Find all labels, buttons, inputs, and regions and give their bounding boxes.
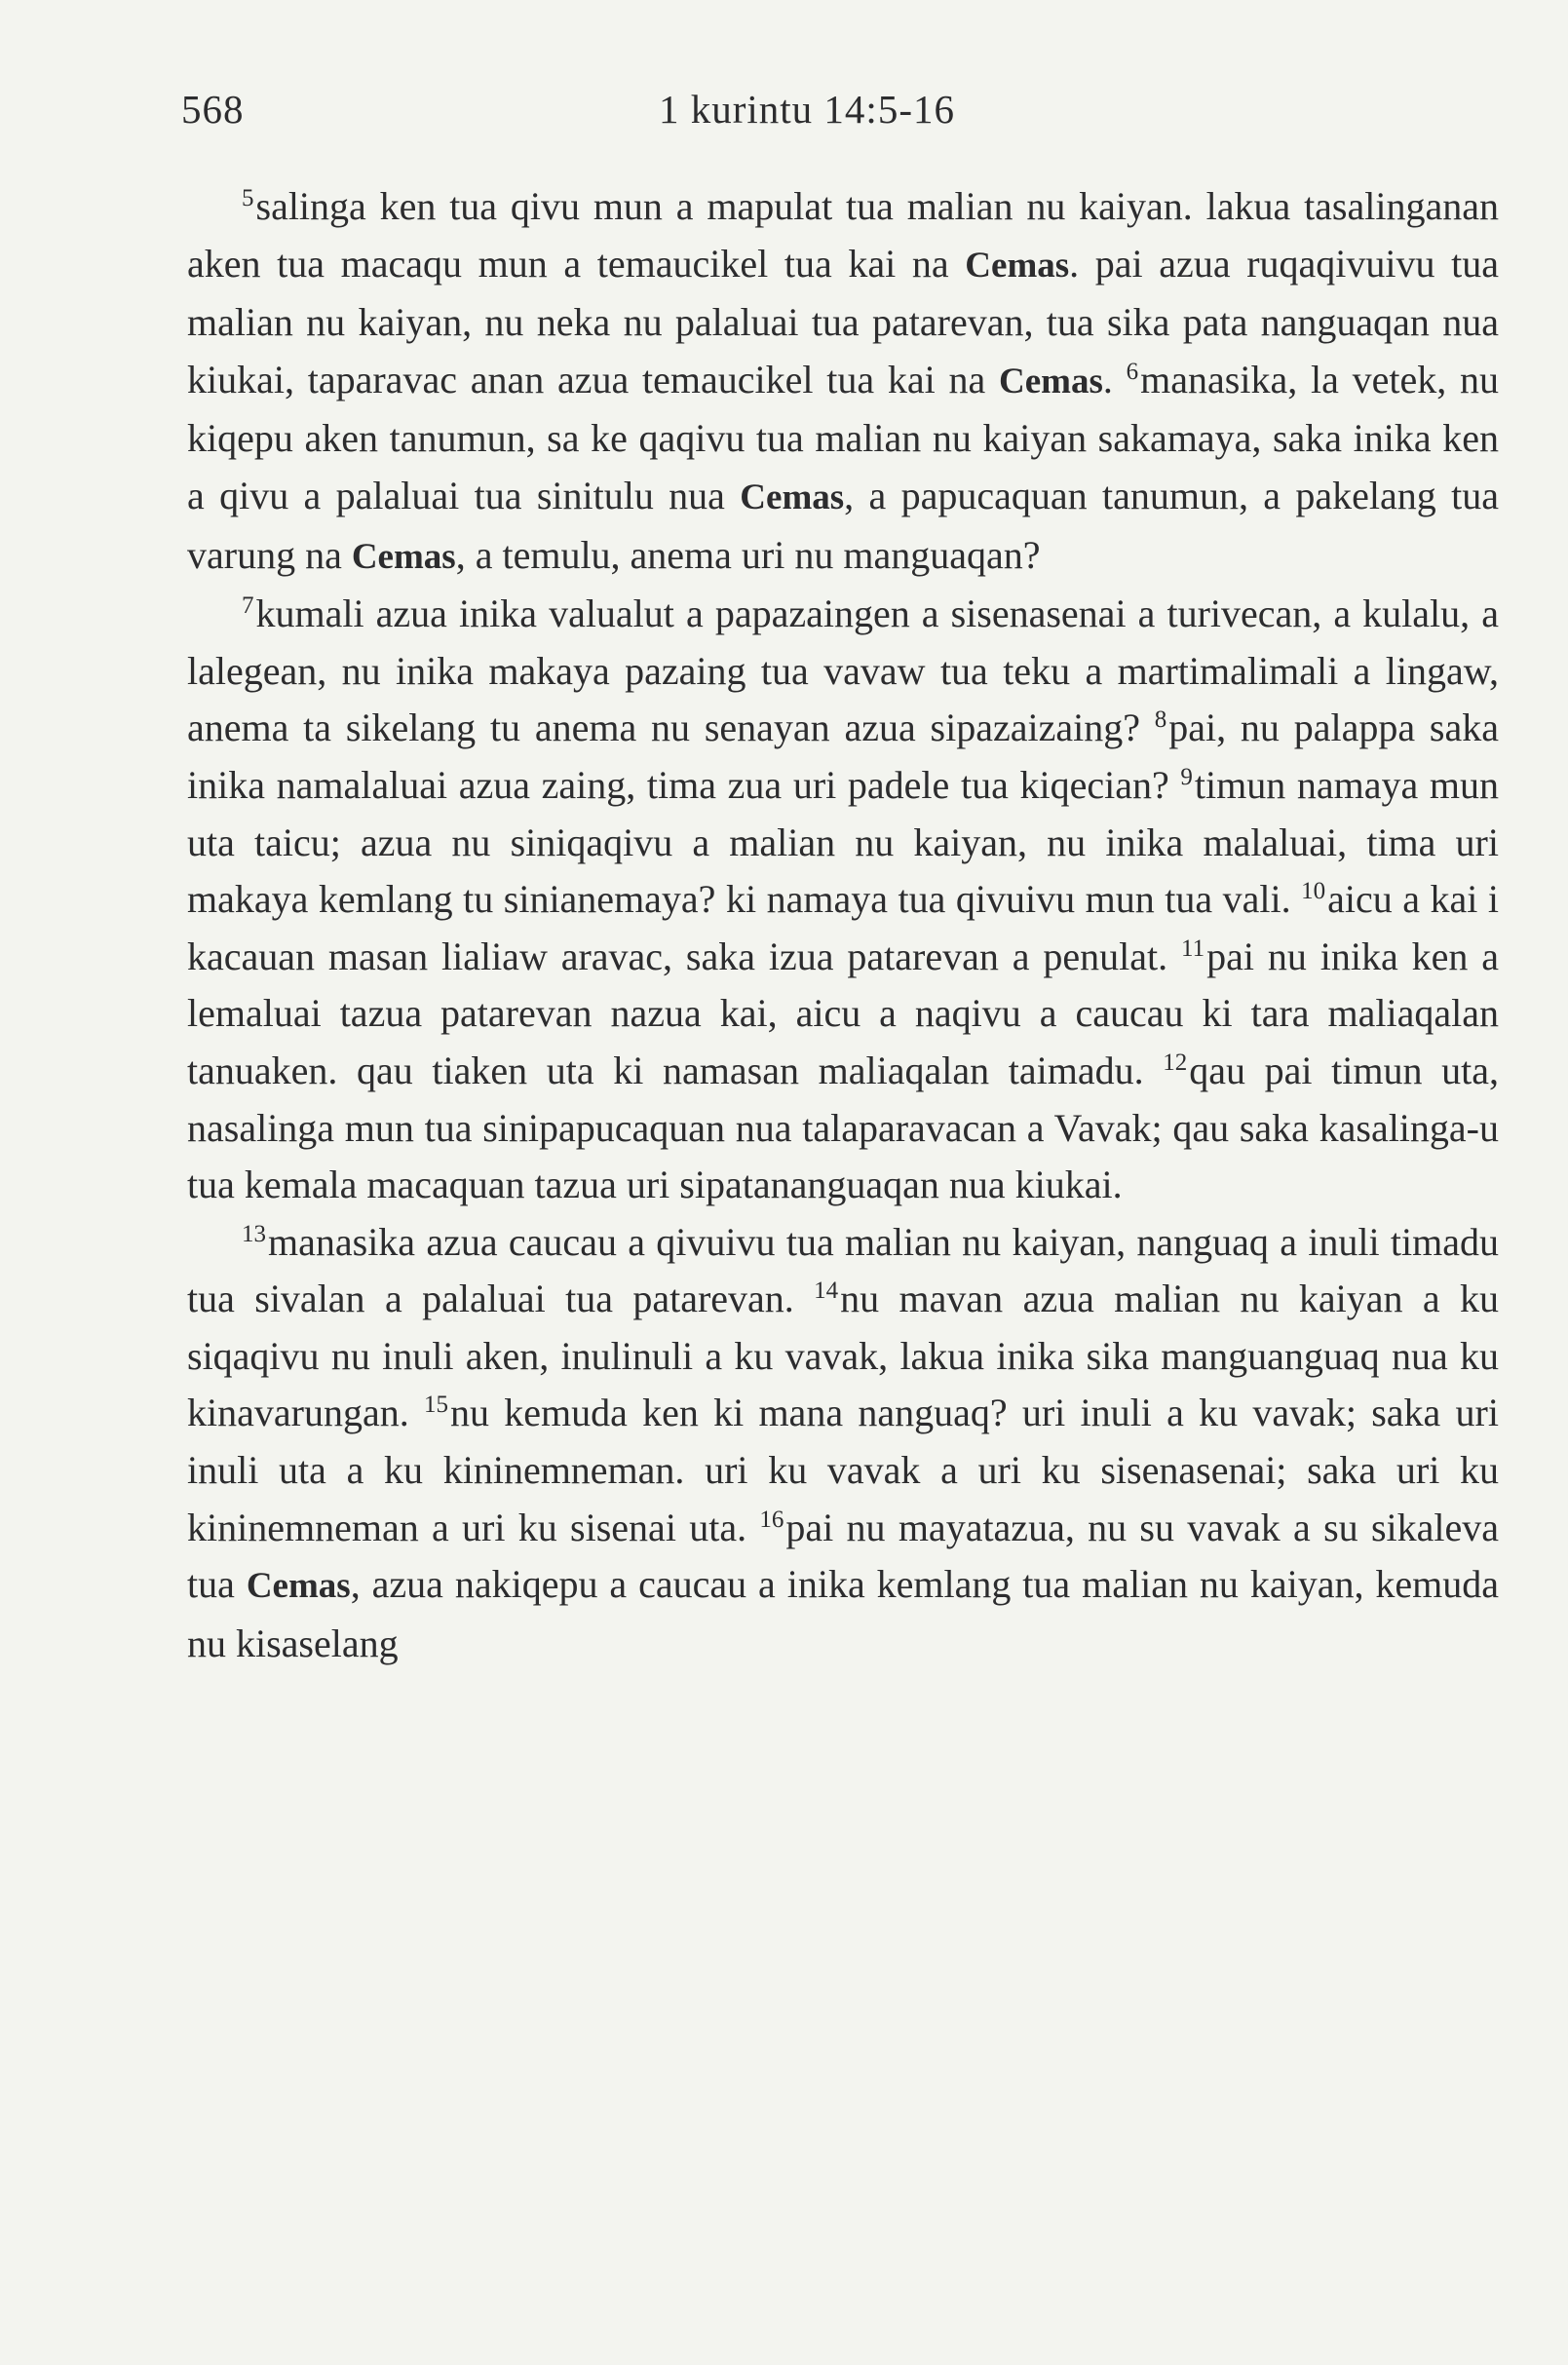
divine-name: Cemas xyxy=(740,477,845,517)
verse-text: manasika azua caucau a qivuivu tua malian nu kaiyan, nanguaq a inuli timadu tua sivalan a palaluai tua patarevan. xyxy=(187,1219,1499,1321)
verse-text: , a papucaquan tanumun, a pakelang tua varung na xyxy=(187,473,1499,577)
verse-text: . xyxy=(1102,357,1127,401)
verse-text: salinga ken tua qivu mun a mapulat tua malian nu kaiyan. lakua tasalinganan aken tua macaqu mun a temaucikel tua kai na xyxy=(187,184,1499,286)
verse-text: qau pai timun uta, nasalinga mun tua sinipapucaquan nua talaparavacan a Vavak; qau saka kasalinga-u tua kemala macaquan tazua uri sipatananguaqan nua kiukai. xyxy=(187,1048,1500,1207)
verse-number: 10 xyxy=(1301,878,1326,905)
divine-name: Cemas xyxy=(965,245,1070,286)
verse-number: 12 xyxy=(1163,1049,1188,1076)
verse-text: manasika, la vetek, nu kiqepu aken tanumun, sa ke qaqivu tua malian nu kaiyan sakamaya, saka inika ken a qivu a palaluai tua sinitulu nua xyxy=(187,357,1499,517)
verse-text: pai nu mayatazua, nu su vavak a su sikaleva tua xyxy=(187,1505,1499,1607)
paragraph xyxy=(187,178,1499,586)
verse-number: 15 xyxy=(423,1392,448,1419)
verse-text: . pai azua ruqaqivuivu tua malian nu kaiyan, nu neka nu palaluai tua patarevan, tua sika pata nanguaqan nua kiukai, taparavac anan azua temaucikel tua kai na xyxy=(187,241,1500,401)
page-number: 568 xyxy=(181,87,245,132)
verse-number: 14 xyxy=(814,1278,839,1305)
verse-number: 9 xyxy=(1180,763,1193,790)
verse-number: 6 xyxy=(1126,358,1139,385)
verse-text: aicu a kai i kacauan masan lialiaw aravac, saka izua patarevan a penulat. xyxy=(187,877,1499,978)
verse-number: 8 xyxy=(1154,706,1167,734)
divine-name: Cemas xyxy=(351,536,456,577)
verse-text: pai nu inika ken a lemaluai tazua patarevan nazua kai, aicu a naqivu a caucau ki tara maliaqalan tanuaken. qau tiaken uta ki namasan maliaqalan taimadu. xyxy=(187,934,1499,1092)
divine-name: Cemas xyxy=(999,361,1103,401)
verse-number: 5 xyxy=(242,185,254,211)
scripture-text xyxy=(187,178,1499,1672)
verse-text: nu kemuda ken ki mana nanguaq? uri inuli a ku vavak; saka uri inuli uta a ku kininemneman. uri ku vavak a uri ku sisenasenai; saka uri ku kininemneman a uri ku sisenai uta. xyxy=(187,1391,1499,1549)
running-head: 1 kurintu 14:5-16 xyxy=(659,87,955,132)
verse-number: 13 xyxy=(242,1220,266,1247)
verse-number: 11 xyxy=(1181,935,1205,962)
verse-text: , a temulu, anema uri nu manguaqan? xyxy=(455,532,1041,577)
verse-text: nu mavan azua malian nu kaiyan a ku siqaqivu nu inuli aken, inulinuli a ku vavak, lakua inika sika manguanguaq nua ku kinavarungan. xyxy=(187,1277,1499,1435)
verse-number: 7 xyxy=(242,592,254,620)
verse-text: kumali azua inika valualut a papazaingen a sisenasenai a turivecan, a kulalu, a lalegean, nu inika makaya pazaing tua vavaw tua teku a martimalimali a lingaw, anema ta sikelang tu anema nu senayan azua sipazaizaing? xyxy=(187,591,1499,750)
verse-text: , azua nakiqepu a caucau a inika kemlang tua malian nu kaiyan, kemuda nu kisaselang xyxy=(187,1562,1500,1665)
paragraph xyxy=(187,586,1499,1214)
verse-number: 16 xyxy=(759,1506,784,1533)
verse-text: pai, nu palappa saka inika namalaluai azua zaing, tima zua uri padele tua kiqecian? xyxy=(187,706,1499,807)
paragraph xyxy=(187,1214,1499,1673)
divine-name: Cemas xyxy=(246,1566,351,1607)
verse-text: timun namaya mun uta taicu; azua nu siniqaqivu a malian nu kaiyan, nu inika malaluai, tima uri makaya kemlang tu sinianemaya? ki namaya tua qivuivu mun tua vali. xyxy=(187,762,1500,922)
